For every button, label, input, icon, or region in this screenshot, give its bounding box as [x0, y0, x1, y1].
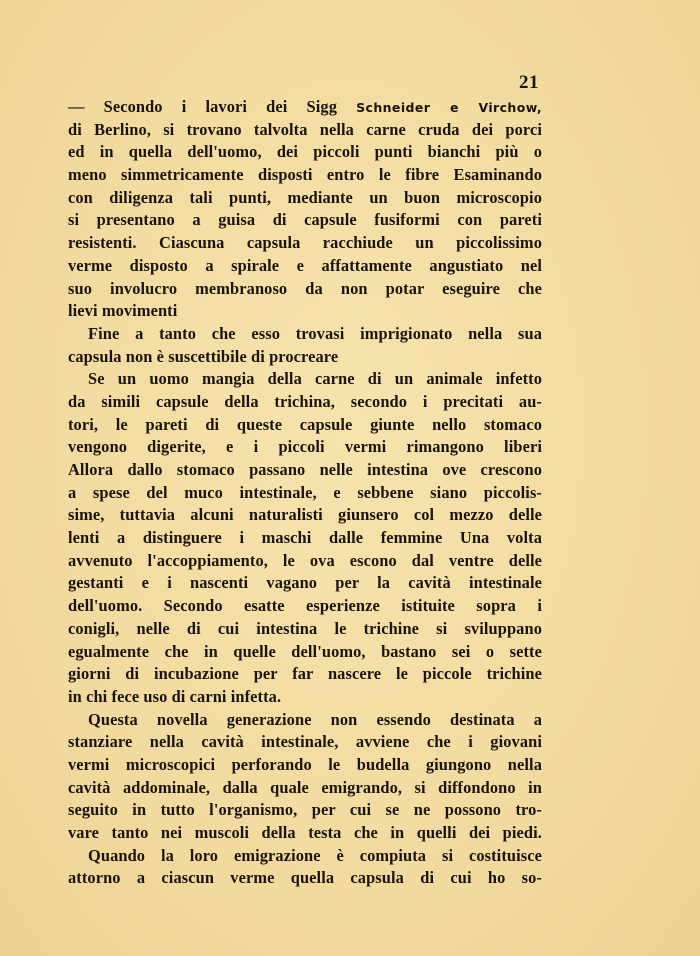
text-line: [68, 255, 542, 278]
text-line: [68, 482, 542, 505]
text-line-content: stanziare nella cavità intestinale, avviene che i giovani: [68, 732, 542, 752]
text-line-content: — Secondo i lavori dei Sigg: [68, 97, 357, 116]
text-line: [68, 799, 542, 822]
text-line-content: meno simmetricamente disposti entro le fibre Esaminando: [68, 165, 542, 185]
text-line: [68, 777, 542, 800]
text-line: [68, 572, 542, 595]
text-line: [68, 346, 542, 369]
text-line-content: vermi microscopici perforando le budella giungono nella: [68, 754, 542, 774]
page-number: 21: [519, 72, 539, 93]
text-line-content: Allora dallo stomaco passano nelle intestina ove crescono: [68, 460, 542, 479]
text-line: [68, 323, 542, 346]
text-line: [68, 595, 542, 618]
text-line-content: verme disposto a spirale e affattamente angustiato nel: [68, 255, 542, 275]
text-line: [68, 550, 542, 573]
text-line: [68, 731, 542, 754]
text-line: [68, 618, 542, 641]
text-line: [68, 709, 542, 732]
text-line-content: suo involucro membranoso da non potar eseguire che: [68, 278, 542, 298]
text-line: [68, 414, 542, 437]
text-line-content: lenti a distinguere i maschi dalle femmine Una volta: [68, 528, 542, 548]
text-line: [68, 822, 542, 845]
text-line: [68, 436, 542, 459]
text-line: [68, 686, 542, 709]
text-line-content: attorno a ciascun verme quella capsula di cui ho so-: [68, 868, 542, 888]
text-line: [68, 867, 542, 890]
author-names: Schneider e Virchow,: [356, 100, 543, 115]
body-text: [68, 96, 542, 890]
text-line: [68, 119, 542, 142]
text-line-content: giorni di incubazione per far nascere le piccole trichine: [68, 664, 542, 684]
text-line-content: vare tanto nei muscoli della testa che in quelli dei piedi.: [68, 823, 542, 842]
text-line: [68, 754, 542, 777]
text-line-content: resistenti. Ciascuna capsula racchiude un piccolissimo: [68, 233, 542, 253]
text-line-content: Se un uomo mangia della carne di un animale infetto: [88, 369, 542, 389]
text-line-content: di Berlino, si trovano talvolta nella carne cruda dei porci: [68, 119, 542, 139]
text-line: [68, 527, 542, 550]
text-line-content: Fine a tanto che esso trovasi imprigionato nella sua: [88, 323, 542, 343]
text-line: [68, 459, 542, 482]
text-line: [68, 96, 542, 119]
text-line-content: lievi movimenti: [68, 301, 178, 321]
text-line-content: avvenuto l'accoppiamento, le ova escono dal ventre delle: [68, 550, 542, 570]
text-line-content: ed in quella dell'uomo, dei piccoli punti bianchi più o: [68, 142, 542, 162]
text-line-content: vengono digerite, e i piccoli vermi rimangono liberi: [68, 437, 542, 457]
text-line-content: sime, tuttavia alcuni naturalisti giunsero col mezzo delle: [68, 505, 542, 525]
text-line: [68, 391, 542, 414]
text-line: [68, 663, 542, 686]
text-line: [68, 368, 542, 391]
text-line-content: cavità addominale, dalla quale emigrando, si diffondono in: [68, 777, 542, 797]
text-line-content: dell'uomo. Secondo esatte esperienze istituite sopra i: [68, 596, 542, 616]
text-line: [68, 845, 542, 868]
text-line-content: da simili capsule della trichina, secondo i precitati au-: [68, 391, 542, 411]
text-line-content: egualmente che in quelle dell'uomo, bastano sei o sette: [68, 641, 542, 661]
text-line: [68, 278, 542, 301]
text-line: [68, 300, 542, 323]
text-line: [68, 187, 542, 210]
text-line-content: Quando la loro emigrazione è compiuta si costituisce: [88, 845, 542, 865]
text-line: [68, 164, 542, 187]
text-line-content: a spese del muco intestinale, e sebbene siano piccolis-: [68, 482, 542, 502]
text-line: [68, 141, 542, 164]
text-line: [68, 209, 542, 232]
text-line-content: gestanti e i nascenti vagano per la cavità intestinale: [68, 573, 542, 593]
text-line-content: capsula non è suscettibile di procreare: [68, 346, 339, 366]
text-line-content: tori, le pareti di queste capsule giunte nello stomaco: [68, 414, 542, 434]
text-line-content: seguito in tutto l'organismo, per cui se ne possono tro-: [68, 800, 542, 820]
text-line: [68, 232, 542, 255]
text-line-content: Questa novella generazione non essendo destinata a: [88, 709, 542, 729]
text-line: [68, 504, 542, 527]
text-line: [68, 641, 542, 664]
text-line-content: si presentano a guisa di capsule fusiformi con pareti: [68, 210, 542, 230]
text-line-content: conigli, nelle di cui intestina le trichine si sviluppano: [68, 618, 542, 638]
text-line-content: in chi fece uso di carni infetta.: [68, 686, 282, 706]
text-line-content: con diligenza tali punti, mediante un buon microscopio: [68, 187, 542, 207]
